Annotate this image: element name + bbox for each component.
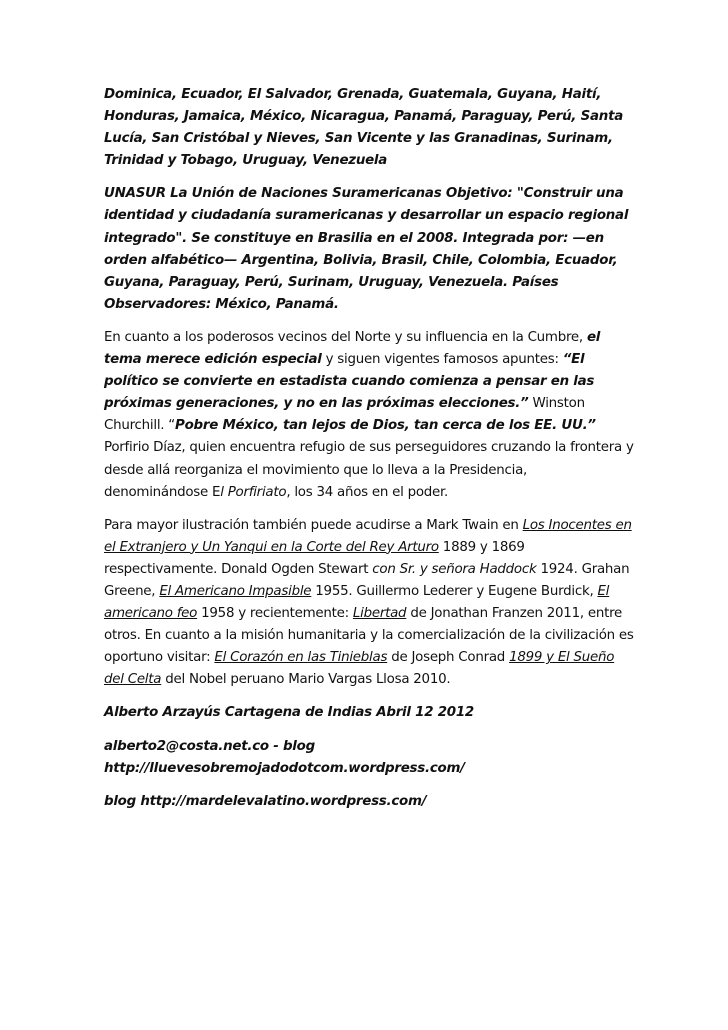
book-title: Libertad [352, 606, 407, 622]
text-span: Para mayor ilustración también puede acudirse a Mark Twain en [104, 517, 523, 533]
book-title: El Americano Impasible [159, 583, 312, 599]
text-span: En cuanto a los poderosos vecinos del Norte y su influencia en la Cumbre, [104, 329, 587, 345]
country-list-paragraph: Dominica, Ecuador, El Salvador, Grenada, Guatemala, Guyana, Haití, Honduras, Jamaica, México, Nicaragua, Panamá, Paraguay, Perú, Santa Lucía, San Cristóbal y Nieves, San Vicente y las Granadinas, Surinam, Trinidad y Tobago, Uruguay, Venezuela [104, 87, 624, 169]
book-title: Los Inocentes en el Extranjero y Un Yanqui en la Corte del Rey Arturo [104, 517, 632, 555]
text-span: 1955. Guillermo Lederer y Eugene Burdick, [311, 583, 598, 599]
emphasis-span: el tema merece edición especial [104, 329, 601, 368]
book-title: El Corazón en las Tinieblas [214, 650, 388, 666]
contact-line: alberto2@costa.net.co - blog http://lluevesobremojadodotcom.wordpress.com/ [104, 738, 465, 776]
references-paragraph [104, 515, 634, 692]
text-span: de Joseph Conrad [387, 650, 510, 666]
text-span: , los 34 años en el poder. [286, 484, 449, 500]
book-title: 1899 y El Sueño del Celta [104, 650, 615, 688]
signature-line: Alberto Arzayús Cartagena de Indias Abril 12 2012 [104, 705, 474, 721]
churchill-quote: “El político se convierte en estadista cuando comienza a pensar en las próximas generaciones, y no en las próximas elecciones.” [104, 352, 595, 412]
northern-neighbors-paragraph [104, 327, 634, 504]
text-span: de Jonathan Franzen 2011, entre otros. En cuanto a la misión humanitaria y la comercialización de la civilización es oportuno visitar: [104, 606, 634, 666]
porfiriato-span: l Porfiriato [220, 484, 287, 500]
unasur-paragraph: UNASUR La Unión de Naciones Suramericanas Objetivo: "Construir una identidad y ciudadanía suramericanas y desarrollar un espacio regional integrado". Se constituye en Brasilia en el 2008. Integrada por: —en orden alfabético— Argentina, Bolivia, Brasil, Chile, Colombia, Ecuador, Guyana, Paraguay, Perú, Surinam, Uruguay, Venezuela. Países Observadores: México, Panamá. [104, 186, 629, 312]
diaz-quote: Pobre México, tan lejos de Dios, tan cerca de los EE. UU.” [175, 418, 596, 434]
book-title: El americano feo [104, 583, 610, 622]
book-title: con Sr. y señora Haddock [372, 561, 537, 577]
document-page [104, 84, 634, 824]
text-span: 1889 y 1869 respectivamente. Donald Ogden Stewart [104, 539, 525, 577]
text-span: 1924. Grahan Greene, [104, 561, 630, 599]
blog-link-line: blog http://mardelevalatino.wordpress.com/ [104, 793, 427, 809]
text-span: Winston Churchill. “ [104, 396, 585, 434]
text-span: Porfirio Díaz, quien encuentra refugio de sus perseguidores cruzando la frontera y desde allá reorganiza el movimiento que lo lleva a la Presidencia, denominándose E [104, 440, 634, 500]
text-span: 1958 y recientemente: [197, 606, 353, 622]
text-span: y siguen vigentes famosos apuntes: [321, 352, 563, 368]
text-span: del Nobel peruano Mario Vargas Llosa 2010. [161, 672, 451, 688]
